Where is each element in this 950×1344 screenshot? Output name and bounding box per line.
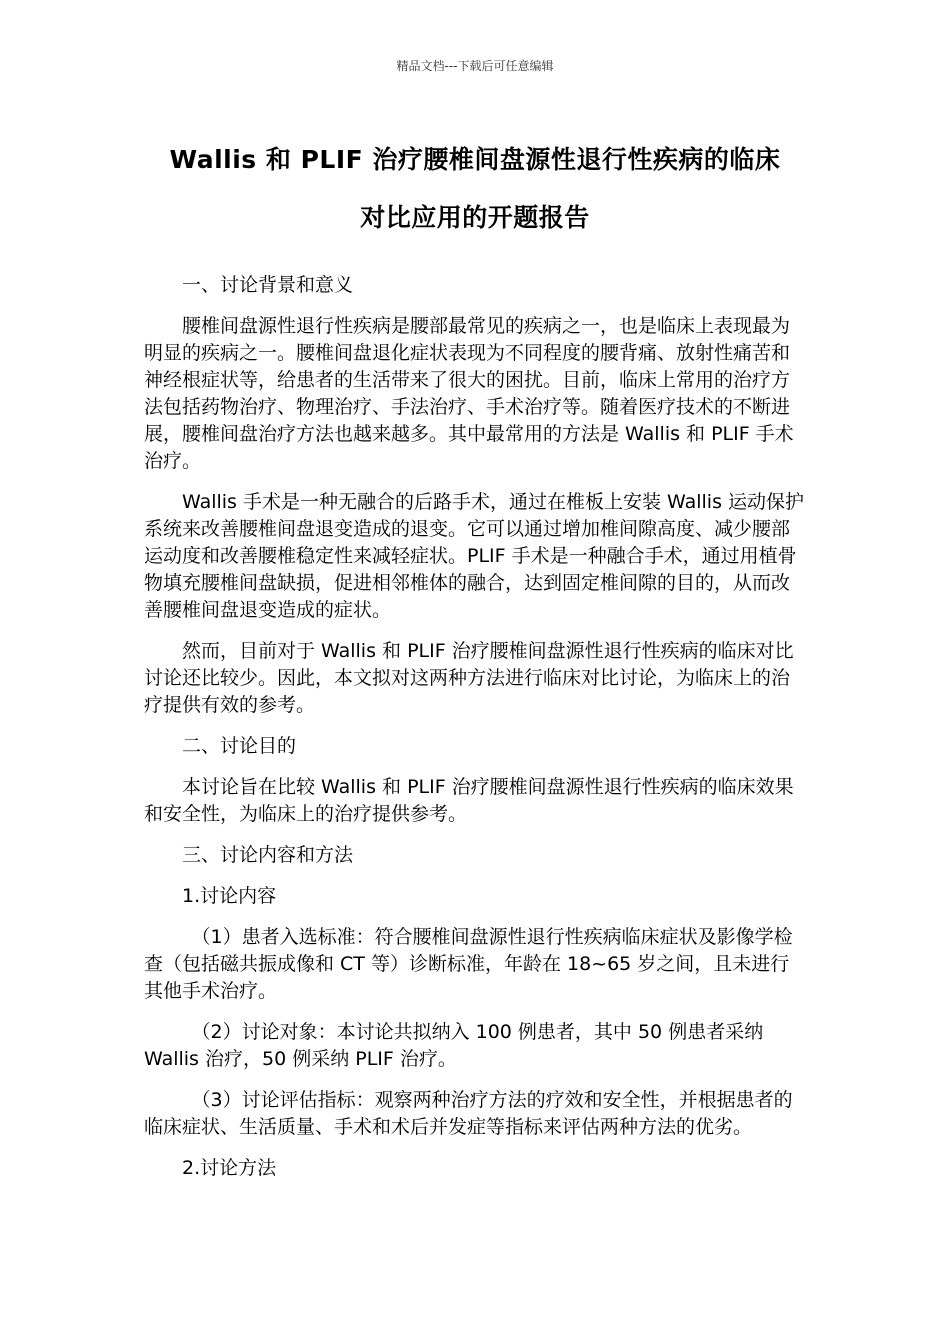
list-item-evaluation-indicators: （3）讨论评估指标：观察两种治疗方法的疗效和安全性，并根据患者的临床症状、生活质量、手术和术后并发症等指标来评估两种方法的优劣。 (144, 1089, 793, 1138)
subheading-content: 1.讨论内容 (182, 885, 277, 907)
list-item-subjects: （2）讨论对象：本讨论共拟纳入 100 例患者，其中 50 例患者采纳 Wallis 治疗，50 例采纳 PLIF 治疗。 (144, 1021, 764, 1070)
list-item-inclusion-criteria: （1）患者入选标准：符合腰椎间盘源性退行性疾病临床症状及影像学检查（包括磁共振成像和 CT 等）诊断标准，年龄在 18~65 岁之间，且未进行其他手术治疗。 (144, 926, 793, 1002)
document-title-line-2: 对比应用的开题报告 (360, 203, 590, 232)
document-title-line-1: Wallis 和 PLIF 治疗腰椎间盘源性退行性疾病的临床 (169, 145, 781, 174)
section-heading-content-methods: 三、讨论内容和方法 (182, 844, 354, 866)
paragraph-background-3: 然而，目前对于 Wallis 和 PLIF 治疗腰椎间盘源性退行性疾病的临床对比讨论还比较少。因此，本文拟对这两种方法进行临床对比讨论，为临床上的治疗提供有效的参考。 (144, 640, 794, 716)
document-body (144, 272, 808, 1196)
paragraph-background-1: 腰椎间盘源性退行性疾病是腰部最常见的疾病之一，也是临床上表现最为明显的疾病之一。腰椎间盘退化症状表现为不同程度的腰背痛、放射性痛苦和神经根症状等，给患者的生活带来了很大的困扰。目前，临床上常用的治疗方法包括药物治疗、物理治疗、手法治疗、手术治疗等。随着医疗技术的不断进展，腰椎间盘治疗方法也越来越多。其中最常用的方法是 Wallis 和 PLIF 手术治疗。 (144, 315, 794, 472)
section-heading-purpose: 二、讨论目的 (182, 735, 297, 757)
section-heading-background: 一、讨论背景和意义 (182, 274, 354, 296)
paragraph-purpose: 本讨论旨在比较 Wallis 和 PLIF 治疗腰椎间盘源性退行性疾病的临床效果和安全性，为临床上的治疗提供参考。 (144, 776, 794, 825)
header-note: 精品文档---下载后可任意编辑 (396, 59, 554, 73)
paragraph-background-2: Wallis 手术是一种无融合的后路手术，通过在椎板上安装 Wallis 运动保护系统来改善腰椎间盘退变造成的退变。它可以通过增加椎间隙高度、减少腰部运动度和改善腰椎稳定性来减轻症状。PLIF 手术是一种融合手术，通过用植骨物填充腰椎间盘缺损，促进相邻椎体的融合，达到固定椎间隙的目的，从而改善腰椎间盘退变造成的症状。 (144, 491, 805, 621)
subheading-methods: 2.讨论方法 (182, 1157, 277, 1179)
